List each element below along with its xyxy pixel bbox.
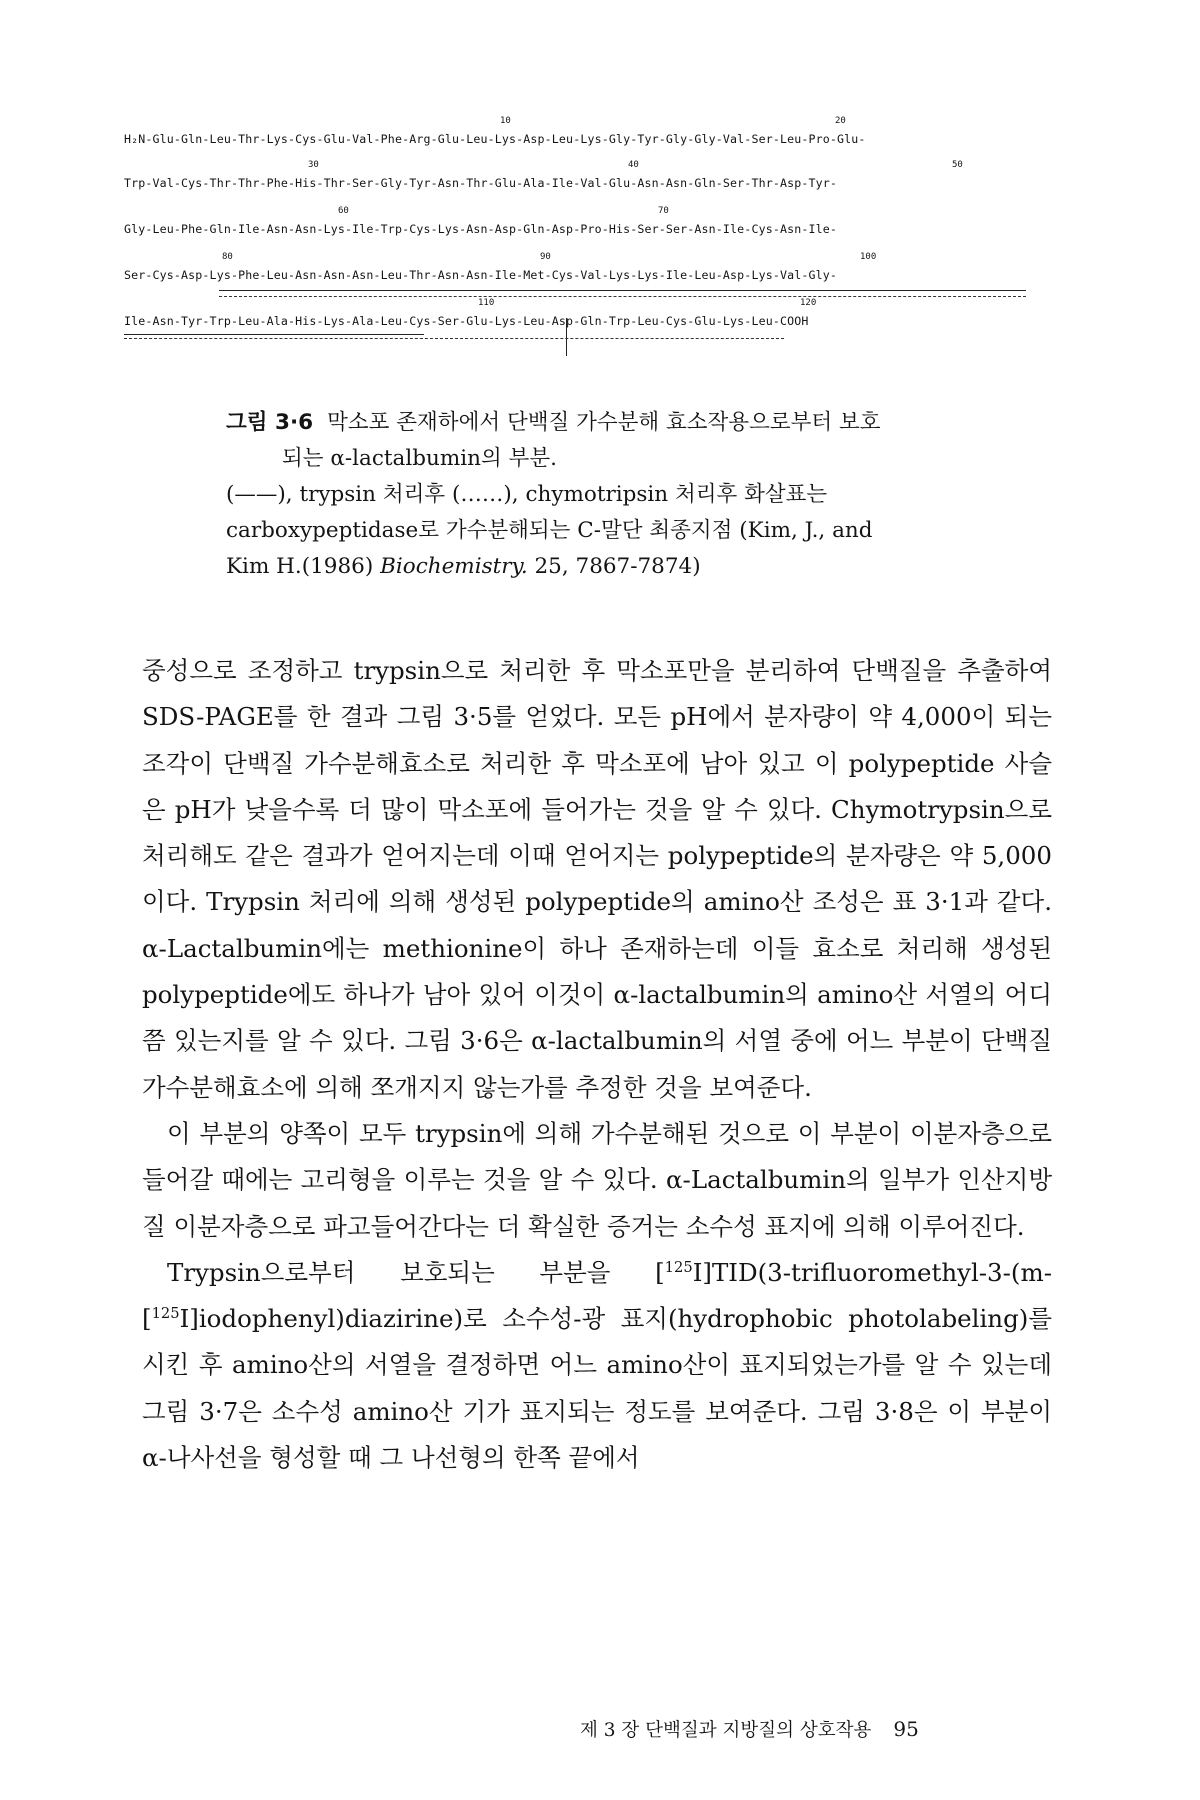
page-footer <box>580 1716 919 1742</box>
caption-line-5 <box>226 549 1016 585</box>
chapter-title: 제 3 장 단백질과 지방질의 상호작용 <box>580 1720 872 1741</box>
trypsin-protected-underline <box>219 290 1026 291</box>
seq-number: 30 <box>308 160 319 170</box>
sequence-line-5: Ile-Asn-Tyr-Trp-Leu-Ala-His-Lys-Ala-Leu-Cys-Ser-Glu-Lys-Leu-Asp-Gln-Trp-Leu-Cys-Glu-Lys-Leu-COOH <box>124 314 809 328</box>
seq-number: 70 <box>658 206 669 216</box>
carboxypeptidase-endpoint-arrow <box>566 318 567 356</box>
paragraph-3-part: I]iodophenyl)diazirine)로 소수성-광 표지(hydrophobic photolabeling)를 시킨 후 amino산의 서열을 결정하면 어느 amino산이 표지되었는가를 알 수 있는데 그림 3·7은 소수성 amino산 기가 표지되는 정도를 보여준다. 그림 3·8은 이 부분이 α-나사선을 형성할 때 그 나선형의 한쪽 끝에서 <box>142 1304 1052 1473</box>
caption-line-1 <box>226 405 1016 441</box>
figure-number: 그림 3·6 <box>226 410 314 435</box>
seq-number: 110 <box>478 298 495 308</box>
paragraph-3-part: I]TID(3-trifluoromethyl-3-(m-[ <box>142 1257 1052 1334</box>
body-text <box>142 648 1052 1481</box>
caption-line-4: carboxypeptidase로 가수분해되는 C-말단 최종지점 (Kim, J., and <box>226 518 873 543</box>
isotope-superscript: 125 <box>151 1305 180 1322</box>
sequence-line-3: Gly-Leu-Phe-Gln-Ile-Asn-Asn-Lys-Ile-Trp-Cys-Lys-Asn-Asp-Gln-Asp-Pro-His-Ser-Ser-Asn-Ile-Cys-Asn-Ile- <box>124 222 838 236</box>
seq-number: 40 <box>628 160 639 170</box>
seq-number: 120 <box>800 298 817 308</box>
seq-number: 80 <box>222 252 233 262</box>
seq-number: 20 <box>835 116 846 126</box>
chymotrypsin-protected-underline <box>124 338 784 339</box>
seq-number: 100 <box>860 252 877 262</box>
caption-text: 막소포 존재하에서 단백질 가수분해 효소작용으로부터 보호 <box>327 410 881 435</box>
page-number: 95 <box>893 1717 919 1741</box>
sequence-line-4: Ser-Cys-Asp-Lys-Phe-Leu-Asn-Asn-Asn-Leu-Thr-Asn-Asn-Ile-Met-Cys-Val-Lys-Lys-Ile-Leu-Asp-Lys-Val-Gly- <box>124 268 838 282</box>
trypsin-protected-underline <box>124 334 424 335</box>
caption-citation-volume: 25, 7867-7874) <box>527 554 701 579</box>
paragraph-2: 이 부분의 양쪽이 모두 trypsin에 의해 가수분해된 것으로 이 부분이 이분자층으로 들어갈 때에는 고리형을 이루는 것을 알 수 있다. α-Lactalbumin의 일부가 인산지방질 이분자층으로 파고들어간다는 더 확실한 증거는 소수성 표지에 의해 이루어진다. <box>142 1118 1052 1241</box>
caption-line-3: (——), trypsin 처리후 (……), chymotripsin 처리후 화살표는 <box>226 482 828 507</box>
paragraph-3-part: Trypsin으로부터 보호되는 부분을 [ <box>167 1257 665 1287</box>
chymotrypsin-protected-underline <box>219 296 1026 297</box>
seq-number: 10 <box>500 116 511 126</box>
caption-citation-authors: Kim H.(1986) <box>226 554 381 579</box>
sequence-line-2: Trp-Val-Cys-Thr-Thr-Phe-His-Thr-Ser-Gly-Tyr-Asn-Thr-Glu-Ala-Ile-Val-Glu-Asn-Asn-Gln-Ser-Thr-Asp-Tyr- <box>124 176 838 190</box>
isotope-superscript: 125 <box>664 1258 693 1276</box>
sequence-line-1: H₂N-Glu-Gln-Leu-Thr-Lys-Cys-Glu-Val-Phe-Arg-Glu-Leu-Lys-Asp-Leu-Lys-Gly-Tyr-Gly-Gly-Val-Ser-Leu-Pro-Glu- <box>124 132 866 146</box>
seq-number: 50 <box>952 160 963 170</box>
figure-caption <box>226 405 1016 585</box>
caption-citation-journal: Biochemistry. <box>380 554 528 579</box>
seq-number: 60 <box>338 206 349 216</box>
caption-line-2: 되는 α-lactalbumin의 부분. <box>282 446 557 471</box>
seq-number: 90 <box>540 252 551 262</box>
paragraph-3 <box>142 1250 1052 1481</box>
paragraph-1: 중성으로 조정하고 trypsin으로 처리한 후 막소포만을 분리하여 단백질을 추출하여 SDS-PAGE를 한 결과 그림 3·5를 얻었다. 모든 pH에서 분자량이 약 4,000이 되는 조각이 단백질 가수분해효소로 처리한 후 막소포에 남아 있고 이 polypeptide 사슬은 pH가 낮을수록 더 많이 막소포에 들어가는 것을 알 수 있다. Chymotrypsin으로 처리해도 같은 결과가 얻어지는데 이때 얻어지는 polypeptide의 분자량은 약 5,000이다. Trypsin 처리에 의해 생성된 polypeptide의 amino산 조성은 표 3·1과 같다. α-Lactalbumin에는 methionine이 하나 존재하는데 이들 효소로 처리해 생성된 polypeptide에도 하나가 남아 있어 이것이 α-lactalbumin의 amino산 서열의 어디쯤 있는지를 알 수 있다. 그림 3·6은 α-lactalbumin의 서열 중에 어느 부분이 단백질 가수분해효소에 의해 쪼개지지 않는가를 추정한 것을 보여준다. <box>142 656 1052 1102</box>
